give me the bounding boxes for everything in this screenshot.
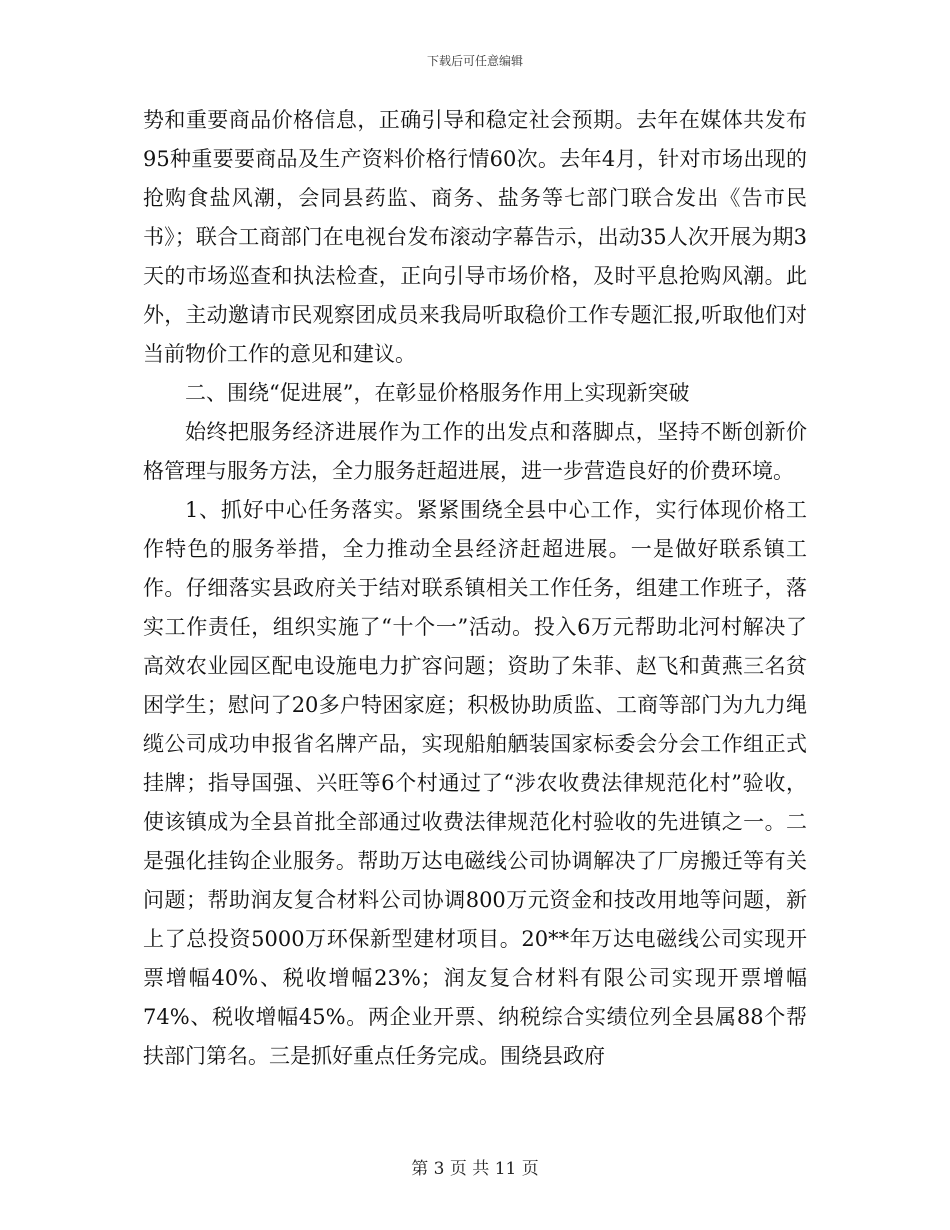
paragraph-service-intro: 始终把服务经济进展作为工作的出发点和落脚点，坚持不断创新价格管理与服务方法，全力服务赶超进展，进一步营造良好的价费环境。: [143, 420, 807, 483]
page-number: 第 3 页 共 11 页: [411, 1159, 539, 1179]
page-header: 下载后可任意编辑: [426, 54, 523, 68]
paragraph-price-info: 势和重要商品价格信息，正确引导和稳定社会预期。去年在媒体共发布95种重要要商品及生产资料价格行情60次。去年4月，针对市场出现的抢购食盐风潮，会同县药监、商务、盐务等七部门联合发出《告市民书》；联合工商部门在电视台发布滚动字幕告示，出动35人次开展为期3天的市场巡查和执法检查，正向引导市场价格，及时平息抢购风潮。此外，主动邀请市民观察团成员来我局听取稳价工作专题汇报,听取他们对当前物价工作的意见和建议。: [143, 108, 807, 366]
document-body: [143, 101, 807, 1076]
section-heading: 二、围绕“促进展”，在彰显价格服务作用上实现新突破: [185, 381, 690, 405]
paragraph-central-tasks: 1、抓好中心任务落实。紧紧围绕全县中心工作，实行体现价格工作特色的服务举措，全力推动全县经济赶超进展。一是做好联系镇工作。仔细落实县政府关于结对联系镇相关工作任务，组建工作班子，落实工作责任，组织实施了“十个一”活动。投入6万元帮助北河村解决了高效农业园区配电设施电力扩容问题；资助了朱菲、赵飞和黄燕三名贫困学生；慰问了20多户特困家庭；积极协助质监、工商等部门为九力绳缆公司成功申报省名牌产品，实现船舶舾装国家标委会分会工作组正式挂牌；指导国强、兴旺等6个村通过了“涉农收费法律规范化村”验收，使该镇成为全县首批全部通过收费法律规范化村验收的先进镇之一。二是强化挂钩企业服务。帮助万达电磁线公司协调解决了厂房搬迁等有关问题；帮助润友复合材料公司协调800万元资金和技改用地等问题，新上了总投资5000万环保新型建材项目。20**年万达电磁线公司实现开票增幅40%、税收增幅23%；润友复合材料有限公司实现开票增幅74%、税收增幅45%。两企业开票、纳税综合实绩位列全县属88个帮扶部门第名。三是抓好重点任务完成。围绕县政府: [143, 498, 807, 1068]
